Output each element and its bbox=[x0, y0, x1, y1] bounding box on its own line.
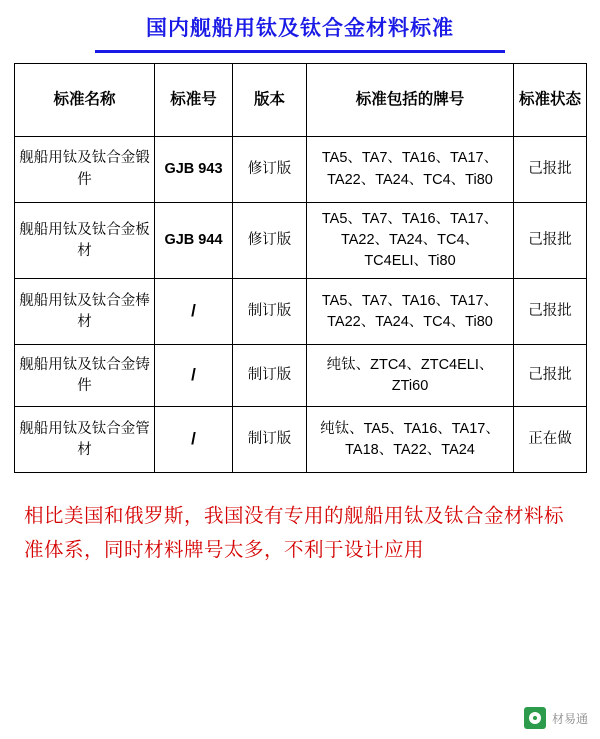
column-header-number: 标准号 bbox=[155, 64, 233, 137]
cell-standard-number: / bbox=[155, 279, 233, 345]
cell-status: 正在做 bbox=[514, 407, 587, 473]
summary-note: 相比美国和俄罗斯，我国没有专用的舰船用钛及钛合金材料标准体系，同时材料牌号太多，不利于设计应用 bbox=[24, 505, 565, 562]
cell-standard-name: 舰船用钛及钛合金板材 bbox=[15, 203, 155, 279]
cell-version: 制订版 bbox=[233, 345, 307, 407]
column-header-version: 版本 bbox=[233, 64, 307, 137]
cell-standard-number: / bbox=[155, 345, 233, 407]
column-header-grades: 标准包括的牌号 bbox=[307, 64, 514, 137]
green-circle-logo-icon bbox=[524, 707, 546, 729]
cell-status: 己报批 bbox=[514, 345, 587, 407]
table-row bbox=[15, 407, 587, 473]
footer-label: 材易通 bbox=[551, 711, 588, 726]
table-row bbox=[15, 345, 587, 407]
cell-status: 己报批 bbox=[514, 137, 587, 203]
table-row bbox=[15, 203, 587, 279]
cell-status: 己报批 bbox=[514, 203, 587, 279]
cell-grades: TA5、TA7、TA16、TA17、TA22、TA24、TC4、Ti80 bbox=[307, 137, 514, 203]
column-header-name: 标准名称 bbox=[15, 64, 155, 137]
cell-standard-number: GJB 943 bbox=[155, 137, 233, 203]
cell-standard-name: 舰船用钛及钛合金锻件 bbox=[15, 137, 155, 203]
cell-version: 修订版 bbox=[233, 203, 307, 279]
cell-grades: TA5、TA7、TA16、TA17、TA22、TA24、TC4、Ti80 bbox=[307, 279, 514, 345]
cell-version: 修订版 bbox=[233, 137, 307, 203]
cell-standard-name: 舰船用钛及钛合金铸件 bbox=[15, 345, 155, 407]
cell-grades: TA5、TA7、TA16、TA17、TA22、TA24、TC4、TC4ELI、Ti80 bbox=[307, 203, 514, 279]
cell-standard-name: 舰船用钛及钛合金管材 bbox=[15, 407, 155, 473]
table-row bbox=[15, 279, 587, 345]
cell-standard-name: 舰船用钛及钛合金棒材 bbox=[15, 279, 155, 345]
page-title: 国内舰船用钛及钛合金材料标准 bbox=[146, 17, 454, 40]
title-underline bbox=[95, 50, 505, 53]
cell-status: 己报批 bbox=[514, 279, 587, 345]
standards-table-wrapper bbox=[14, 63, 586, 473]
standards-table bbox=[14, 63, 587, 473]
column-header-status: 标准状态 bbox=[514, 64, 587, 137]
cell-version: 制订版 bbox=[233, 279, 307, 345]
table-header-row bbox=[15, 64, 587, 137]
cell-grades: 纯钛、TA5、TA16、TA17、TA18、TA22、TA24 bbox=[307, 407, 514, 473]
cell-grades: 纯钛、ZTC4、ZTC4ELI、ZTi60 bbox=[307, 345, 514, 407]
footer-watermark bbox=[524, 707, 588, 729]
cell-standard-number: / bbox=[155, 407, 233, 473]
table-row bbox=[15, 137, 587, 203]
cell-standard-number: GJB 944 bbox=[155, 203, 233, 279]
cell-version: 制订版 bbox=[233, 407, 307, 473]
